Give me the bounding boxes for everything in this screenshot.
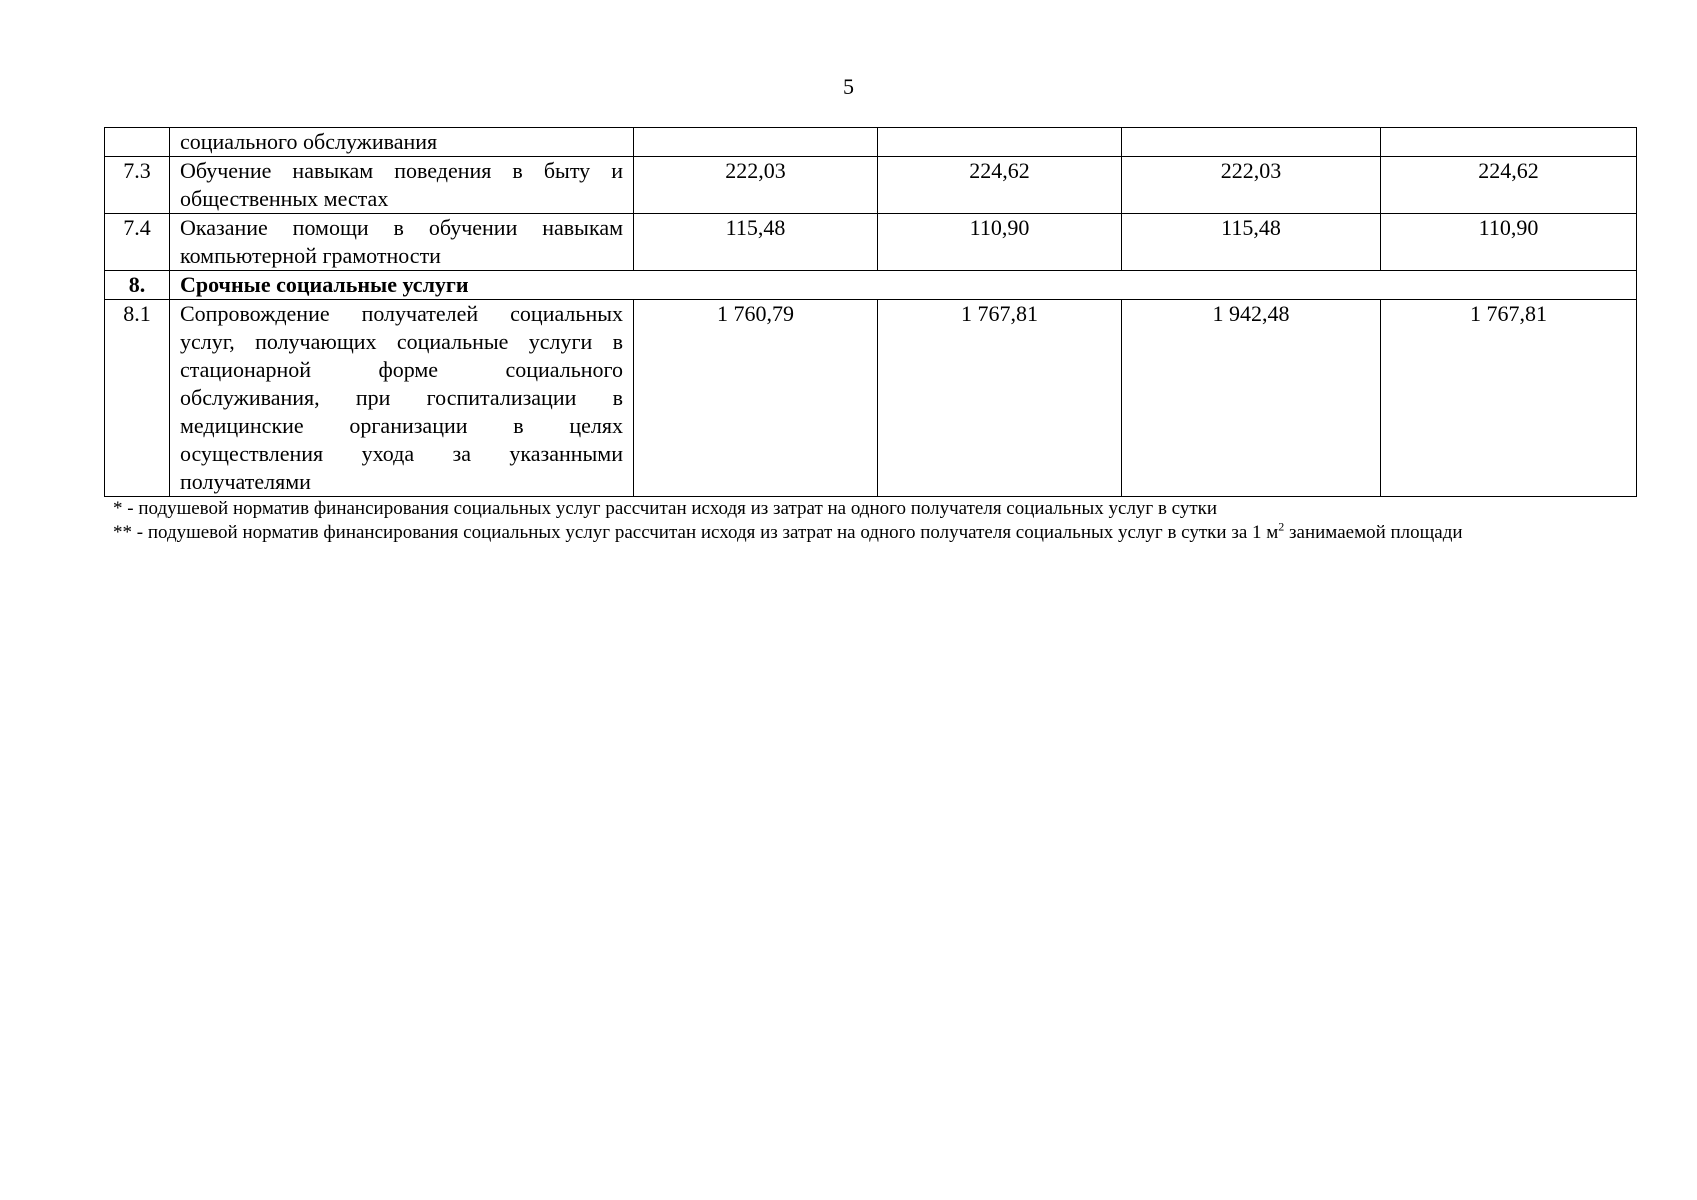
value-cell: 222,03 xyxy=(1122,157,1381,214)
value-cell: 1 760,79 xyxy=(634,300,878,497)
page-number: 5 xyxy=(843,74,854,99)
table-row xyxy=(105,128,1637,157)
footnote-2 xyxy=(113,521,1673,545)
value-cell: 115,48 xyxy=(1122,214,1381,271)
table-row xyxy=(105,214,1637,271)
value-cell: 224,62 xyxy=(878,157,1122,214)
value-cell xyxy=(1122,128,1381,157)
service-name: Оказание помощи в обучении навыкам компьютерной грамотности xyxy=(170,214,634,271)
value-cell: 110,90 xyxy=(878,214,1122,271)
section-row xyxy=(105,271,1637,300)
row-number xyxy=(105,128,170,157)
row-number: 7.3 xyxy=(105,157,170,214)
value-cell: 1 767,81 xyxy=(1381,300,1637,497)
value-cell: 110,90 xyxy=(1381,214,1637,271)
value-cell xyxy=(878,128,1122,157)
section-number: 8. xyxy=(105,271,170,300)
table-row xyxy=(105,157,1637,214)
value-cell: 224,62 xyxy=(1381,157,1637,214)
value-cell: 1 942,48 xyxy=(1122,300,1381,497)
footnote-2-text: ** - подушевой норматив финансирования социальных услуг рассчитан исходя из затрат на одного получателя социальных услуг в сутки за 1 м xyxy=(113,522,1279,543)
service-name: Сопровождение получателей социальных услуг, получающих социальные услуги в стационарной форме социального обслуживания, при госпитализации в медицинские организации в целях осуществления ухода за указанными получателями xyxy=(170,300,634,497)
footnote-2-superscript: 2 xyxy=(1278,519,1285,534)
service-name: социального обслуживания xyxy=(170,128,634,157)
tariff-table xyxy=(104,127,1637,497)
value-cell: 115,48 xyxy=(634,214,878,271)
section-title: Срочные социальные услуги xyxy=(170,271,1637,300)
value-cell: 222,03 xyxy=(634,157,878,214)
row-number: 7.4 xyxy=(105,214,170,271)
footnote-2-suffix: занимаемой площади xyxy=(1284,522,1463,543)
footnote-1: * - подушевой норматив финансирования социальных услуг рассчитан исходя из затрат на одного получателя социальных услуг в сутки xyxy=(113,498,1218,519)
value-cell xyxy=(1381,128,1637,157)
row-number: 8.1 xyxy=(105,300,170,497)
table-row xyxy=(105,300,1637,497)
footnotes xyxy=(113,497,1673,545)
service-name: Обучение навыкам поведения в быту и общественных местах xyxy=(170,157,634,214)
value-cell: 1 767,81 xyxy=(878,300,1122,497)
value-cell xyxy=(634,128,878,157)
